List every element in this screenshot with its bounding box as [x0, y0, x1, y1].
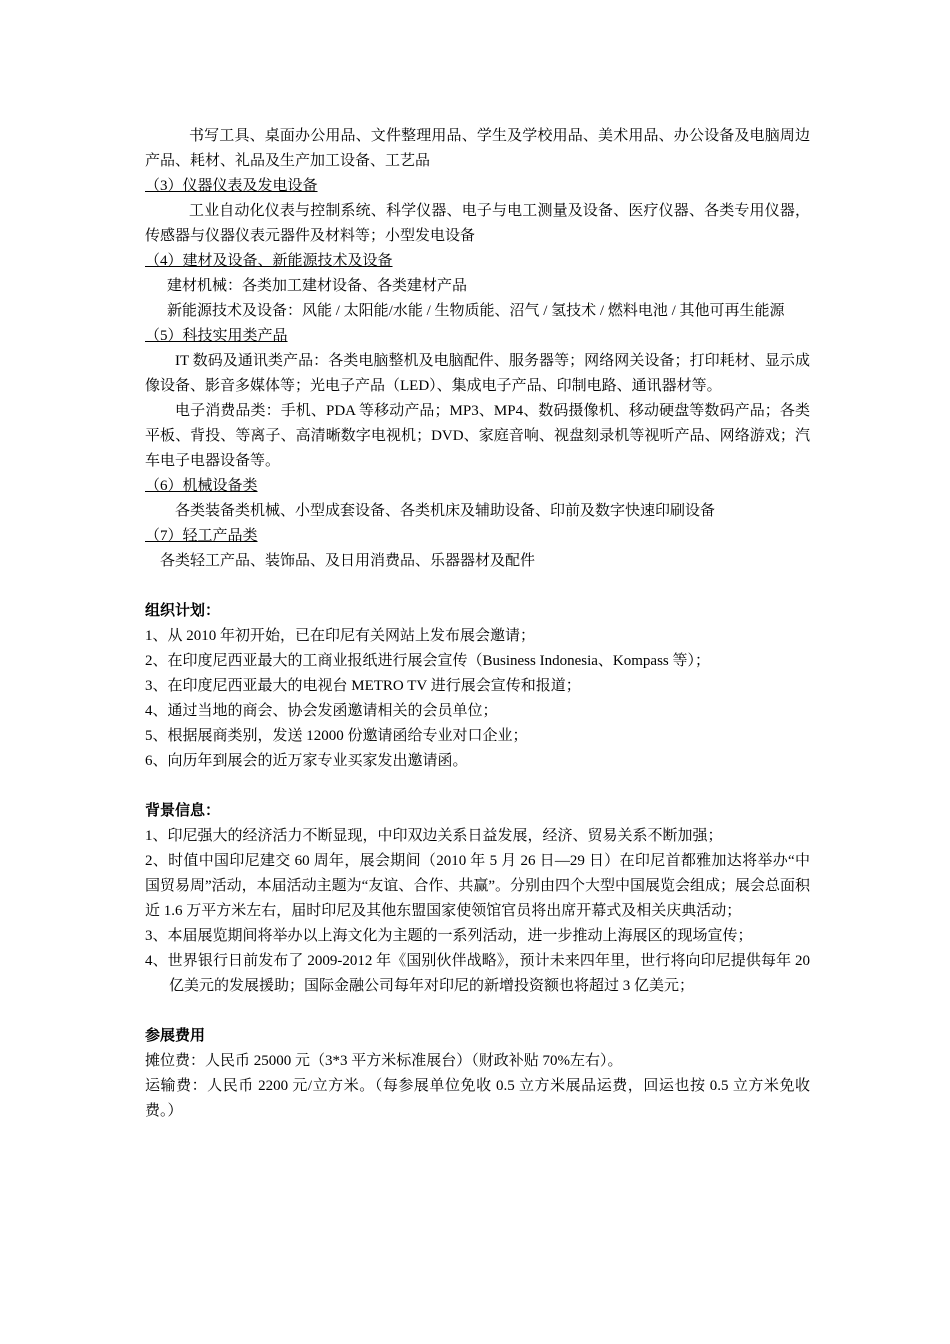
transport-fee: 运输费：人民币 2200 元/立方米。（每参展单位免收 0.5 立方米展品运费，回运也按 0.5 立方米免收费。）	[145, 1078, 810, 1119]
category-4-description-1: 建材机械：各类加工建材设备、各类建材产品	[167, 278, 468, 294]
category-4-description-2: 新能源技术及设备：风能 / 太阳能/水能 / 生物质能、沼气 / 氢技术 / 燃料电池 / 其他可再生能源	[167, 303, 785, 319]
category-3-heading	[145, 174, 810, 199]
category-4-heading	[145, 249, 810, 274]
category-3-description: 工业自动化仪表与控制系统、科学仪器、电子与电工测量及设备、医疗仪器、各类专用仪器，传感器与仪器仪表元器件及材料等；小型发电设备	[145, 203, 810, 244]
category-5-description-2: 电子消费品类：手机、PDA 等移动产品；MP3、MP4、数码摄像机、移动硬盘等数码产品；各类平板、背投、等离子、高清晰数字电视机；DVD、家庭音响、视盘刻录机等视听产品、网络游戏；汽车电子电器设备等。	[145, 403, 810, 469]
category-5-title: （5）科技实用类产品	[145, 328, 288, 344]
category-3-title: （3）仪器仪表及发电设备	[145, 178, 318, 194]
document-page	[145, 124, 810, 1124]
spacer	[145, 574, 810, 599]
organization-item: 2、在印度尼西亚最大的工商业报纸进行展会宣传（Business Indonesia、Kompass 等）；	[145, 653, 710, 669]
category-6-heading	[145, 474, 810, 499]
organization-title: 组织计划：	[145, 603, 221, 619]
organization-item: 1、从 2010 年初开始，已在印尼有关网站上发布展会邀请；	[145, 628, 536, 644]
background-item: 4、世界银行日前发布了 2009-2012 年《国别伙伴战略》，预计未来四年里，世行将向印尼提供每年 20 亿美元的发展援助；国际金融公司每年对印尼的新增投资额也将超过 3 亿美元；	[145, 953, 810, 994]
organization-item: 4、通过当地的商会、协会发函邀请相关的会员单位；	[145, 703, 498, 719]
background-item: 1、印尼强大的经济活力不断显现，中印双边关系日益发展，经济、贸易关系不断加强；	[145, 828, 723, 844]
stationery-description: 书写工具、桌面办公用品、文件整理用品、学生及学校用品、美术用品、办公设备及电脑周边产品、耗材、礼品及生产加工设备、工艺品	[145, 128, 810, 169]
background-item: 2、时值中国印尼建交 60 周年，展会期间（2010 年 5 月 26 日—29 日）在印尼首都雅加达将举办“中国贸易周”活动，本届活动主题为“友谊、合作、共赢”。分别由四个大型中国展览会组成；展会总面积近 1.6 万平方米左右，届时印尼及其他东盟国家使领馆官员将出席开幕式及相关庆典活动；	[145, 853, 810, 919]
organization-item: 6、向历年到展会的近万家专业买家发出邀请函。	[145, 753, 468, 769]
category-6-description: 各类装备类机械、小型成套设备、各类机床及辅助设备、印前及数字快速印刷设备	[175, 503, 716, 519]
category-4-title: （4）建材及设备、新能源技术及设备	[145, 253, 393, 269]
organization-item: 5、根据展商类别，发送 12000 份邀请函给专业对口企业；	[145, 728, 528, 744]
category-7-heading	[145, 524, 810, 549]
category-6-title: （6）机械设备类	[145, 478, 258, 494]
spacer	[145, 774, 810, 799]
spacer	[145, 999, 810, 1024]
category-5-description-1: IT 数码及通讯类产品：各类电脑整机及电脑配件、服务器等；网络网关设备；打印耗材、显示成像设备、影音多媒体等；光电子产品（LED）、集成电子产品、印制电路、通讯器材等。	[145, 353, 810, 394]
background-item: 3、本届展览期间将举办以上海文化为主题的一系列活动，进一步推动上海展区的现场宣传；	[145, 928, 753, 944]
category-7-title: （7）轻工产品类	[145, 528, 258, 544]
booth-fee: 摊位费：人民币 25000 元（3*3 平方米标准展台）（财政补贴 70%左右）。	[145, 1053, 623, 1069]
category-5-heading	[145, 324, 810, 349]
fees-title: 参展费用	[145, 1028, 206, 1044]
background-title: 背景信息：	[145, 803, 221, 819]
category-7-description: 各类轻工产品、装饰品、及日用消费品、乐器器材及配件	[160, 553, 536, 569]
organization-item: 3、在印度尼西亚最大的电视台 METRO TV 进行展会宣传和报道；	[145, 678, 581, 694]
